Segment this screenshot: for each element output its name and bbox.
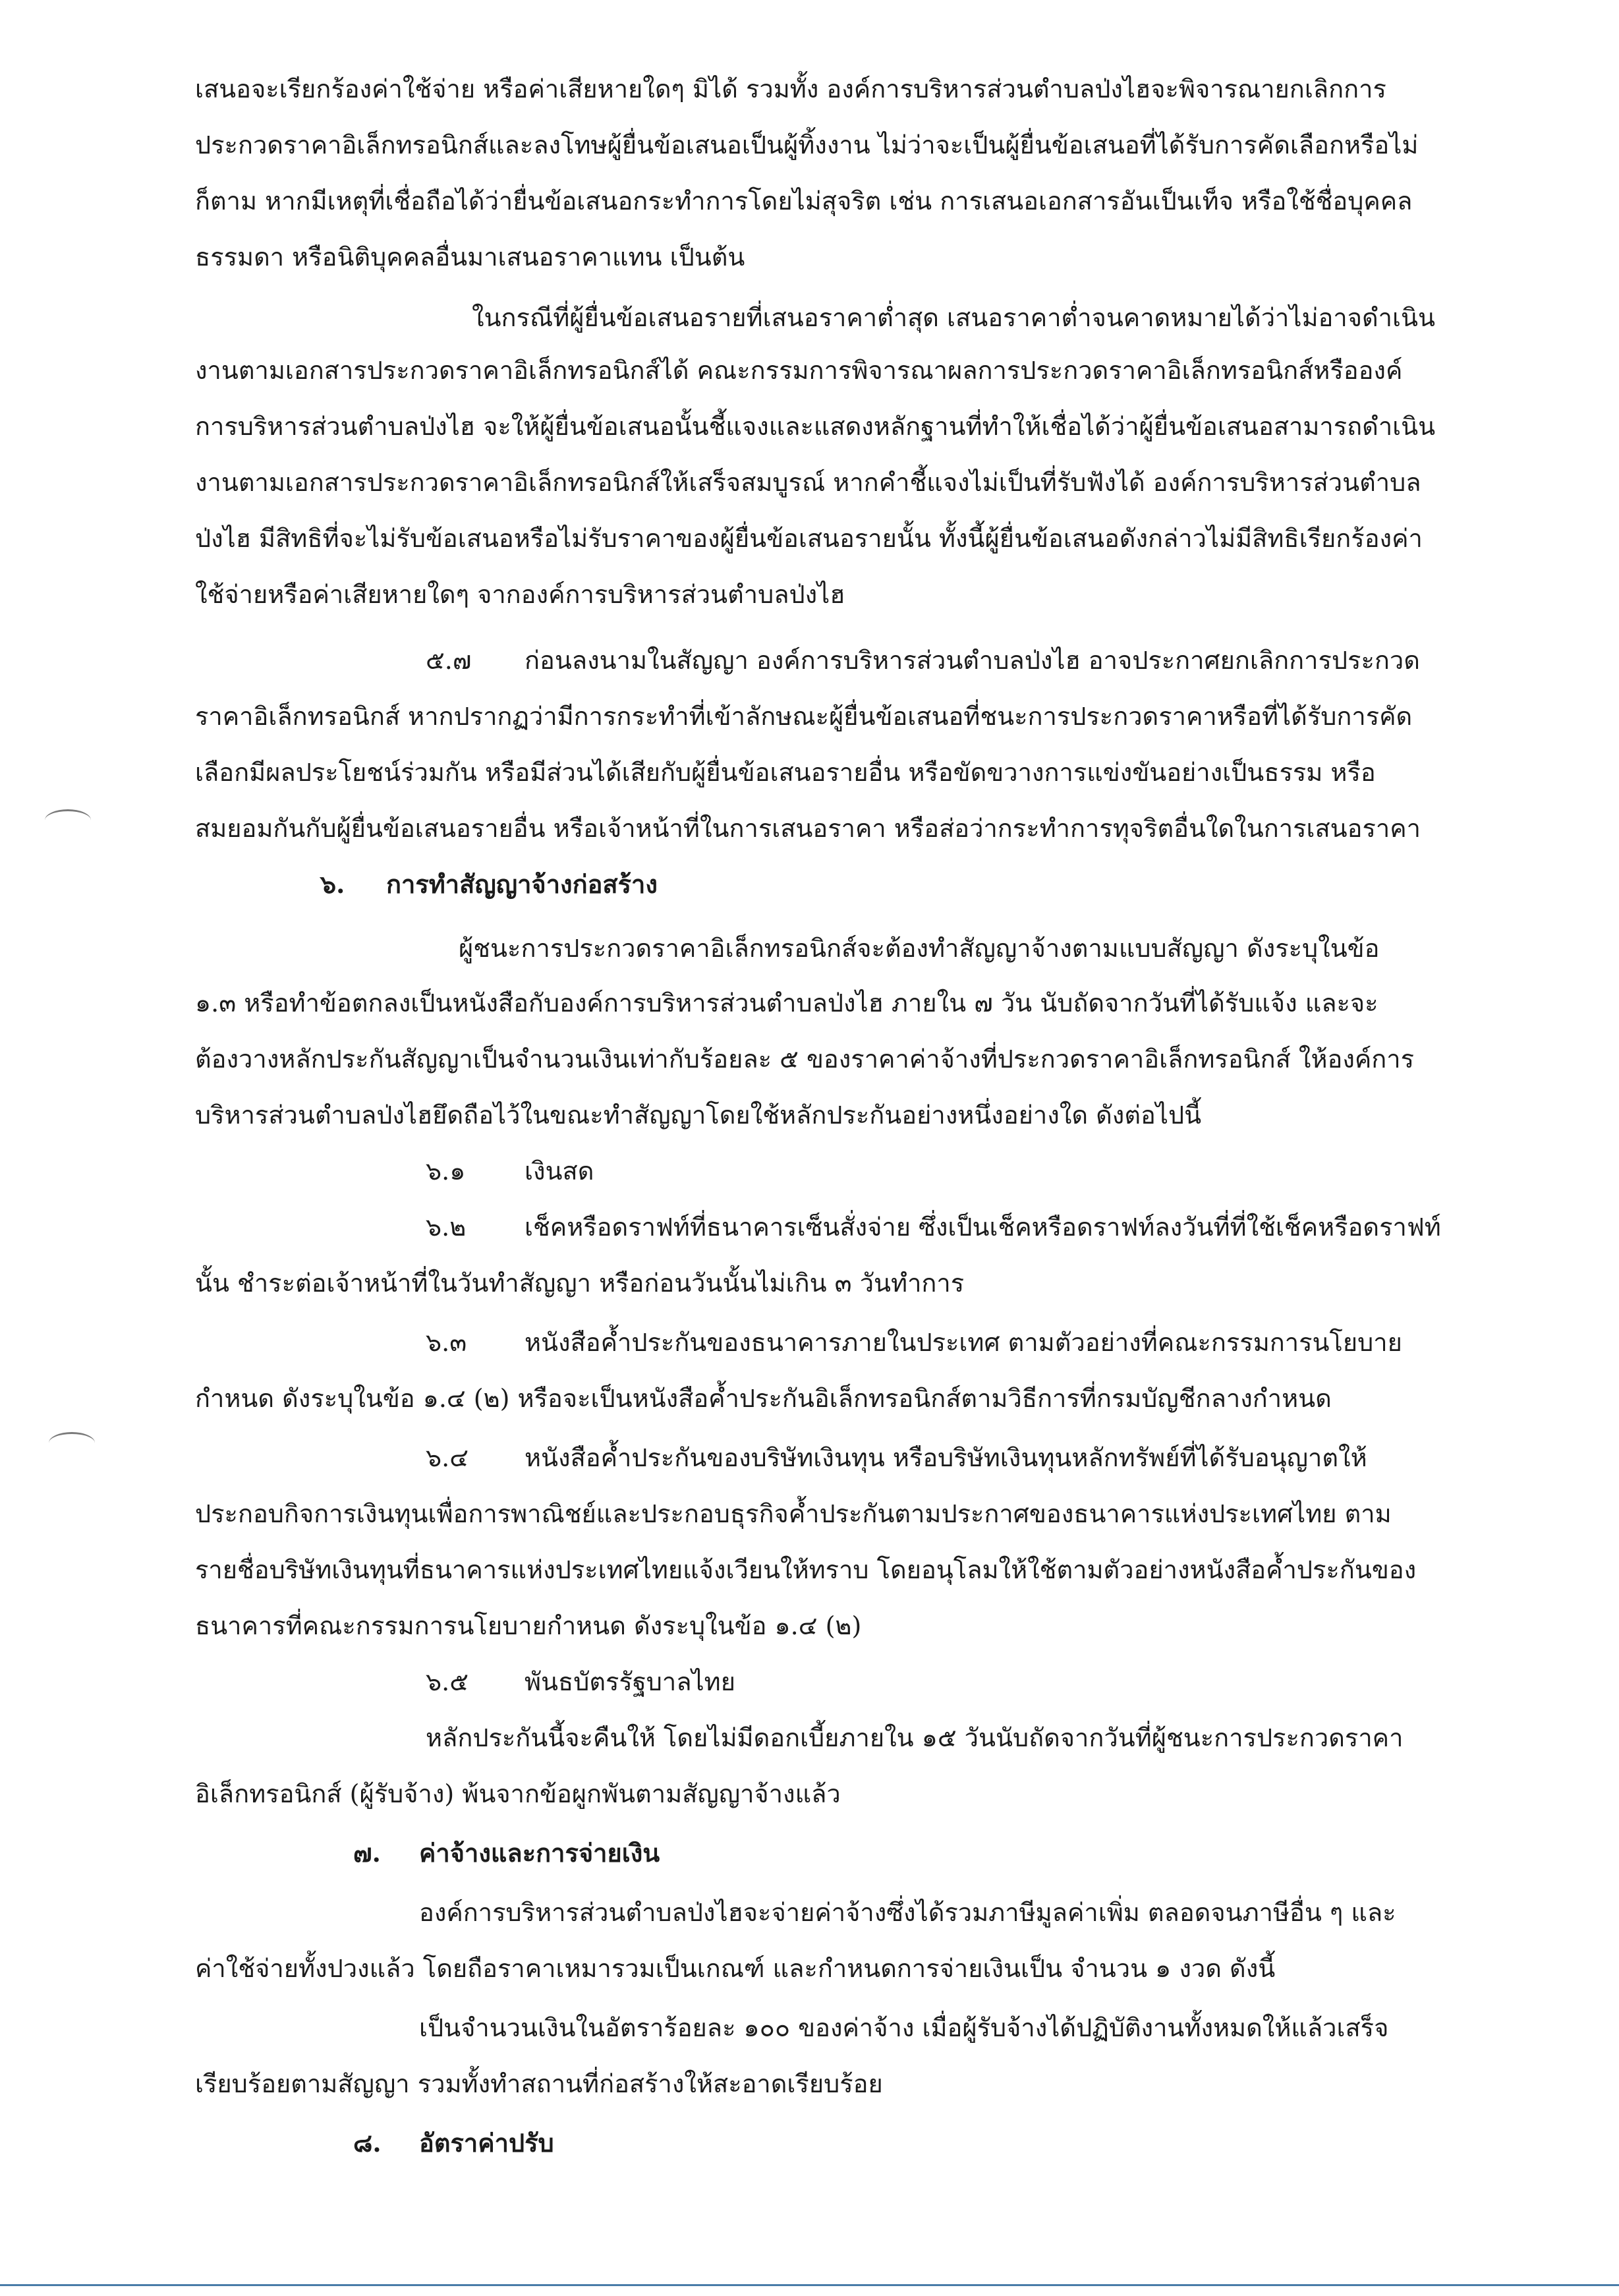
paragraph-line: งานตามเอกสารประกวดราคาอิเล็กทรอนิกส์ได้ คณะกรรมการพิจารณาผลการประกวดราคาอิเล็กทรอนิกส์หรือองค์ — [195, 356, 1403, 385]
section-number: ๗. — [353, 1838, 381, 1868]
paragraph-line: ๑.๓ หรือทำข้อตกลงเป็นหนังสือกับองค์การบริหารส่วนตำบลป่งไฮ ภายใน ๗ วัน นับถัดจากวันที่ได้รับแจ้ง และจะ — [195, 989, 1378, 1018]
section-title: การทำสัญญาจ้างก่อสร้าง — [386, 869, 658, 899]
section-title: อัตราค่าปรับ — [419, 2128, 554, 2158]
clause-6-4 — [426, 1437, 1367, 1479]
clause-6-3 — [426, 1321, 1402, 1363]
clause-6-2 — [426, 1206, 1441, 1248]
paragraph-line: สมยอมกันกับผู้ยื่นข้อเสนอรายอื่น หรือเจ้าหน้าที่ในการเสนอราคา หรือส่อว่ากระทำการทุจริตอื่นใดในการเสนอราคา — [195, 814, 1421, 843]
clause-5-7 — [426, 639, 1420, 681]
paragraph-line: ค่าใช้จ่ายทั้งปวงแล้ว โดยถือราคาเหมารวมเป็นเกณฑ์ และกำหนดการจ่ายเงินเป็น จำนวน ๑ งวด ดังนี้ — [195, 1954, 1276, 1983]
paragraph-line: การบริหารส่วนตำบลป่งไฮ จะให้ผู้ยื่นข้อเสนอนั้นชี้แจงและแสดงหลักฐานที่ทำให้เชื่อได้ว่าผู้ยื่นข้อเสนอสามารถดำเนิน — [195, 412, 1436, 441]
section-8-heading — [353, 2122, 554, 2164]
paragraph-line: ราคาอิเล็กทรอนิกส์ หากปรากฏว่ามีการกระทำที่เข้าลักษณะผู้ยื่นข้อเสนอที่ชนะการประกวดราคาหรือที่ได้รับการคัด — [195, 702, 1413, 731]
clause-text: ก่อนลงนามในสัญญา องค์การบริหารส่วนตำบลป่งไฮ อาจประกาศยกเลิกการประกวด — [525, 646, 1420, 675]
punch-hole-mark — [45, 809, 91, 831]
clause-number: ๖.๓ — [426, 1328, 467, 1357]
paragraph-line: รายชื่อบริษัทเงินทุนที่ธนาคารแห่งประเทศไทยแจ้งเวียนให้ทราบ โดยอนุโลมให้ใช้ตามตัวอย่างหนังสือค้ำประกันของ — [195, 1555, 1417, 1584]
clause-text: พันธบัตรรัฐบาลไทย — [525, 1667, 735, 1696]
paragraph-line: ใช้จ่ายหรือค่าเสียหายใดๆ จากองค์การบริหารส่วนตำบลป่งไฮ — [195, 580, 845, 609]
punch-hole-mark — [49, 1432, 95, 1454]
paragraph-line: ต้องวางหลักประกันสัญญาเป็นจำนวนเงินเท่ากับร้อยละ ๕ ของราคาค่าจ้างที่ประกวดราคาอิเล็กทรอนิกส์ ให้องค์การ — [195, 1045, 1415, 1074]
clause-number: ๖.๔ — [426, 1443, 469, 1472]
clause-6-1 — [426, 1150, 594, 1192]
paragraph-line: ธนาคารที่คณะกรรมการนโยบายกำหนด ดังระบุในข้อ ๑.๔ (๒) — [195, 1611, 862, 1640]
clause-text: เงินสด — [525, 1157, 594, 1186]
paragraph-line: ผู้ชนะการประกวดราคาอิเล็กทรอนิกส์จะต้องทำสัญญาจ้างตามแบบสัญญา ดังระบุในข้อ — [459, 934, 1380, 963]
paragraph-line: กำหนด ดังระบุในข้อ ๑.๔ (๒) หรือจะเป็นหนังสือค้ำประกันอิเล็กทรอนิกส์ตามวิธีการที่กรมบัญชีกลางกำหนด — [195, 1384, 1332, 1413]
scan-edge-line — [0, 2284, 1619, 2286]
paragraph-line: เสนอจะเรียกร้องค่าใช้จ่าย หรือค่าเสียหายใดๆ มิได้ รวมทั้ง องค์การบริหารส่วนตำบลป่งไฮจะพิจารณายกเลิกการ — [195, 74, 1386, 103]
paragraph-line: ประกวดราคาอิเล็กทรอนิกส์และลงโทษผู้ยื่นข้อเสนอเป็นผู้ทิ้งงาน ไม่ว่าจะเป็นผู้ยื่นข้อเสนอที่ได้รับการคัดเลือกหรือไม่ — [195, 130, 1419, 159]
section-7-heading — [353, 1832, 660, 1874]
section-number: ๘. — [353, 2128, 382, 2158]
clause-text: หนังสือค้ำประกันของบริษัทเงินทุน หรือบริษัทเงินทุนหลักทรัพย์ที่ได้รับอนุญาตให้ — [525, 1443, 1367, 1472]
clause-number: ๖.๕ — [426, 1667, 469, 1696]
paragraph-line: อิเล็กทรอนิกส์ (ผู้รับจ้าง) พ้นจากข้อผูกพันตามสัญญาจ้างแล้ว — [195, 1779, 841, 1808]
paragraph-line: ในกรณีที่ผู้ยื่นข้อเสนอรายที่เสนอราคาต่ำสุด เสนอราคาต่ำจนคาดหมายได้ว่าไม่อาจดำเนิน — [472, 303, 1435, 332]
paragraph-line: ธรรมดา หรือนิติบุคคลอื่นมาเสนอราคาแทน เป็นต้น — [195, 243, 745, 272]
paragraph-line: เรียบร้อยตามสัญญา รวมทั้งทำสถานที่ก่อสร้างให้สะอาดเรียบร้อย — [195, 2069, 883, 2098]
clause-text: เช็คหรือดราฟท์ที่ธนาคารเซ็นสั่งจ่าย ซึ่งเป็นเช็คหรือดราฟท์ลงวันที่ที่ใช้เช็คหรือดราฟท์ — [525, 1213, 1441, 1242]
clause-number: ๖.๑ — [426, 1157, 466, 1186]
paragraph-line: ป่งไฮ มีสิทธิที่จะไม่รับข้อเสนอหรือไม่รับราคาของผู้ยื่นข้อเสนอรายนั้น ทั้งนี้ผู้ยื่นข้อเสนอดังกล่าวไม่มีสิทธิเรียกร้องค่า — [195, 524, 1423, 553]
paragraph-line: องค์การบริหารส่วนตำบลป่งไฮจะจ่ายค่าจ้างซึ่งได้รวมภาษีมูลค่าเพิ่ม ตลอดจนภาษีอื่น ๆ และ — [419, 1898, 1396, 1927]
paragraph-line: บริหารส่วนตำบลป่งไฮยึดถือไว้ในขณะทำสัญญาโดยใช้หลักประกันอย่างหนึ่งอย่างใด ดังต่อไปนี้ — [195, 1101, 1202, 1130]
clause-text: หนังสือค้ำประกันของธนาคารภายในประเทศ ตามตัวอย่างที่คณะกรรมการนโยบาย — [525, 1328, 1402, 1357]
paragraph-line: งานตามเอกสารประกวดราคาอิเล็กทรอนิกส์ให้เสร็จสมบูรณ์ หากคำชี้แจงไม่เป็นที่รับฟังได้ องค์การบริหารส่วนตำบล — [195, 468, 1421, 497]
paragraph-line: นั้น ชำระต่อเจ้าหน้าที่ในวันทำสัญญา หรือก่อนวันนั้นไม่เกิน ๓ วันทำการ — [195, 1269, 965, 1298]
section-number: ๖. — [320, 869, 345, 899]
section-6-heading — [320, 863, 658, 905]
paragraph-line: ก็ตาม หากมีเหตุที่เชื่อถือได้ว่ายื่นข้อเสนอกระทำการโดยไม่สุจริต เช่น การเสนอเอกสารอันเป็นเท็จ หรือใช้ชื่อบุคคล — [195, 187, 1413, 215]
section-title: ค่าจ้างและการจ่ายเงิน — [419, 1838, 660, 1868]
paragraph-line: ประกอบกิจการเงินทุนเพื่อการพาณิชย์และประกอบธุรกิจค้ำประกันตามประกาศของธนาคารแห่งประเทศไทย ตาม — [195, 1499, 1392, 1528]
paragraph-line: หลักประกันนี้จะคืนให้ โดยไม่มีดอกเบี้ยภายใน ๑๕ วันนับถัดจากวันที่ผู้ชนะการประกวดราคา — [426, 1723, 1404, 1752]
paragraph-line: เป็นจำนวนเงินในอัตราร้อยละ ๑๐๐ ของค่าจ้าง เมื่อผู้รับจ้างได้ปฏิบัติงานทั้งหมดให้แล้วเสร็จ — [419, 2013, 1389, 2042]
clause-6-5 — [426, 1661, 735, 1703]
paragraph-line: เลือกมีผลประโยชน์ร่วมกัน หรือมีส่วนได้เสียกับผู้ยื่นข้อเสนอรายอื่น หรือขัดขวางการแข่งขันอย่างเป็นธรรม หรือ — [195, 758, 1376, 787]
clause-number: ๕.๗ — [426, 646, 472, 675]
clause-number: ๖.๒ — [426, 1213, 467, 1242]
